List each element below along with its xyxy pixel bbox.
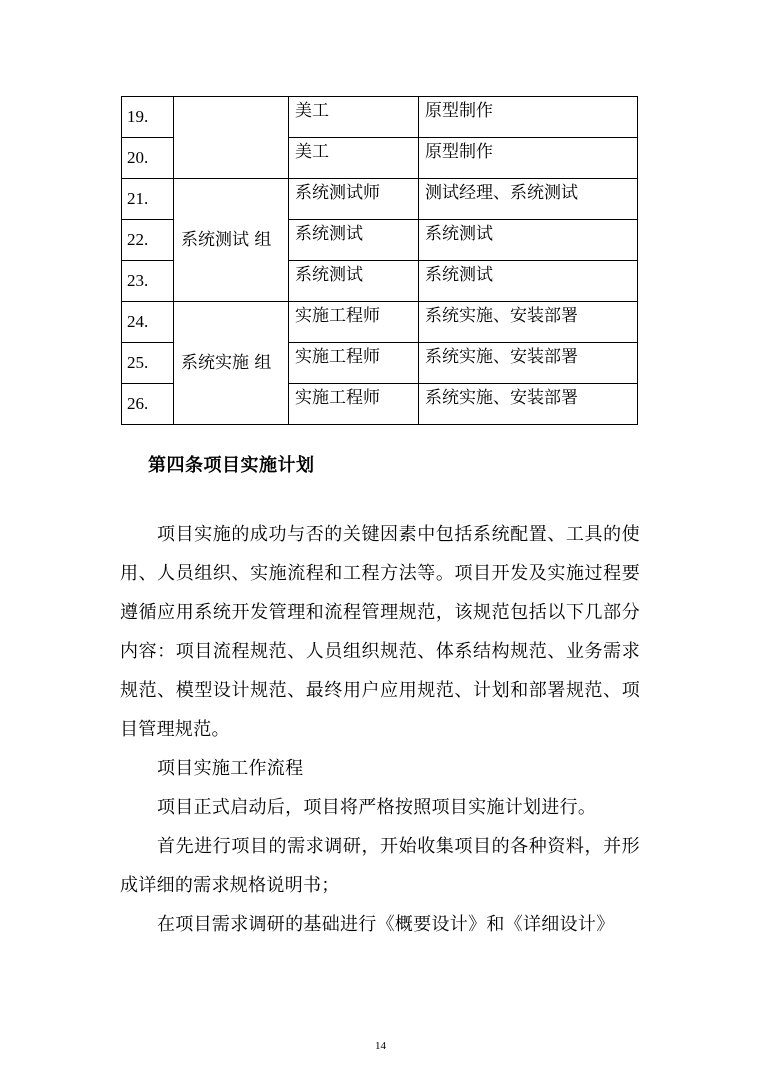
paragraph: 项目实施工作流程 — [157, 758, 304, 779]
body-text — [120, 515, 640, 944]
duty-cell: 系统实施、安装部署 — [419, 384, 638, 425]
duty-cell: 系统测试 — [419, 220, 638, 261]
paragraph: 首先进行项目的需求调研，开始收集项目的各种资料，并形成详细的需求规格说明书； — [120, 836, 640, 896]
section-heading: 第四条项目实施计划 — [148, 455, 315, 476]
duty-cell: 原型制作 — [419, 97, 638, 138]
role-cell: 实施工程师 — [289, 384, 419, 425]
staff-table — [121, 96, 638, 425]
row-number: 21. — [122, 179, 174, 220]
row-number: 26. — [122, 384, 174, 425]
table-row — [122, 97, 638, 138]
group-cell-test: 系统测试 组 — [174, 179, 289, 302]
group-cell-impl: 系统实施 组 — [174, 302, 289, 425]
paragraph: 项目实施的成功与否的关键因素中包括系统配置、工具的使用、人员组织、实施流程和工程方法等。项目开发及实施过程要遵循应用系统开发管理和流程管理规范，该规范包括以下几部分内容：项目流程规范、人员组织规范、体系结构规范、业务需求规范、模型设计规范、最终用户应用规范、计划和部署规范、项目管理规范。 — [120, 524, 640, 740]
row-number: 20. — [122, 138, 174, 179]
role-cell: 美工 — [289, 138, 419, 179]
paragraph: 项目正式启动后，项目将严格按照项目实施计划进行。 — [157, 797, 597, 818]
row-number: 24. — [122, 302, 174, 343]
duty-cell: 测试经理、系统测试 — [419, 179, 638, 220]
group-cell-empty — [174, 97, 289, 179]
role-cell: 系统测试 — [289, 261, 419, 302]
table-row — [122, 302, 638, 343]
duty-cell: 原型制作 — [419, 138, 638, 179]
role-cell: 实施工程师 — [289, 343, 419, 384]
row-number: 23. — [122, 261, 174, 302]
table-row — [122, 179, 638, 220]
page-number: 14 — [375, 1040, 386, 1052]
role-cell: 实施工程师 — [289, 302, 419, 343]
paragraph: 在项目需求调研的基础进行《概要设计》和《详细设计》 — [157, 914, 615, 935]
role-cell: 系统测试师 — [289, 179, 419, 220]
role-cell: 系统测试 — [289, 220, 419, 261]
role-cell: 美工 — [289, 97, 419, 138]
duty-cell: 系统实施、安装部署 — [419, 343, 638, 384]
row-number: 19. — [122, 97, 174, 138]
duty-cell: 系统测试 — [419, 261, 638, 302]
row-number: 25. — [122, 343, 174, 384]
row-number: 22. — [122, 220, 174, 261]
duty-cell: 系统实施、安装部署 — [419, 302, 638, 343]
